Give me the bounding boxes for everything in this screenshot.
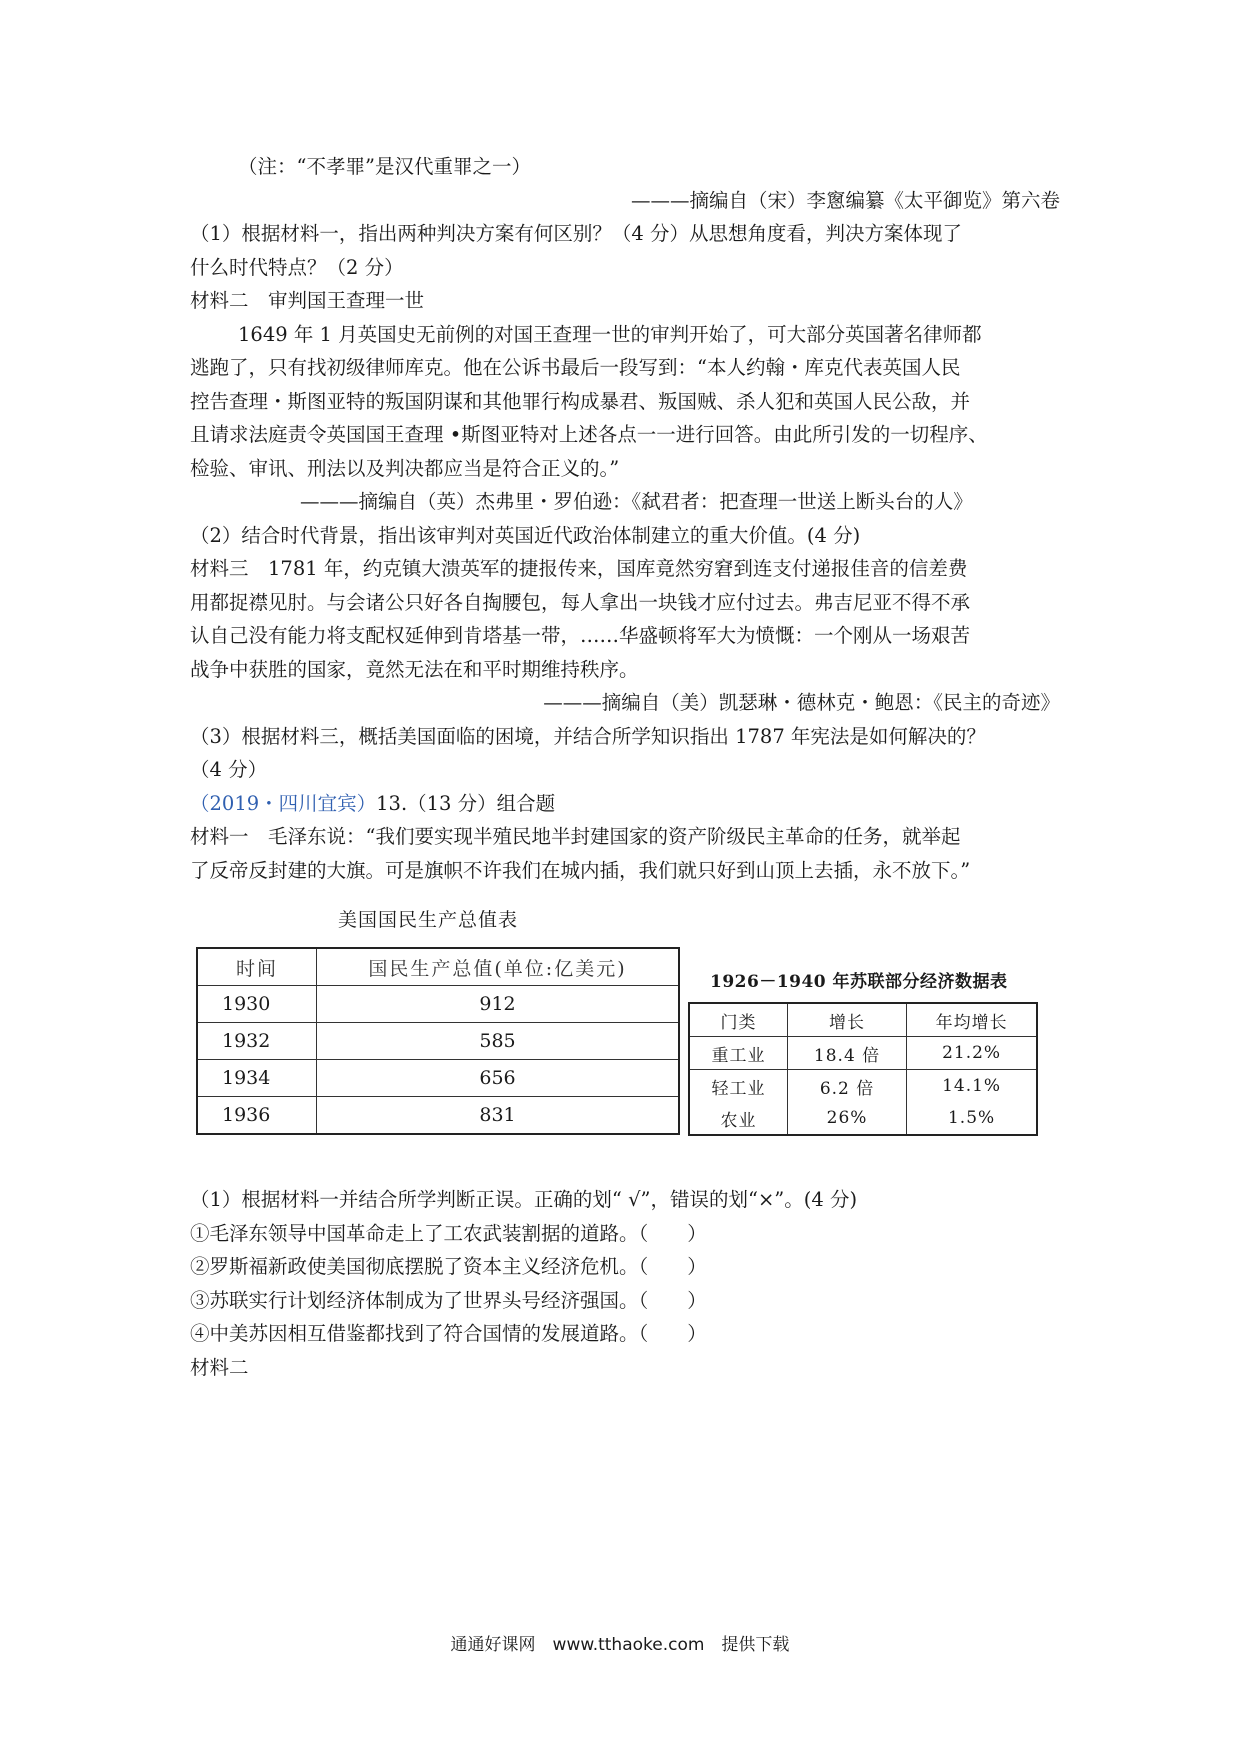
paragraph-line: 认自己没有能力将支配权延伸到肯塔基一带，……华盛顿将军大为愤慨：一个刚从一场艰苦	[190, 624, 971, 647]
question-text: （1）根据材料一并结合所学判断正误。正确的划“ √”，错误的划“×”。(4 分)	[190, 1188, 858, 1211]
document-body	[190, 150, 1060, 1384]
table-row	[197, 1060, 679, 1097]
table-title: 美国国民生产总值表	[338, 909, 519, 931]
paragraph-line: 战争中获胜的国家，竟然无法在和平时期维持秩序。	[190, 657, 639, 681]
table-cell: 农业	[689, 1102, 787, 1135]
page-footer: 通通好课网 www.tthaoke.com 提供下载	[450, 1635, 790, 1655]
note: （注：“不孝罪”是汉代重罪之一）	[238, 155, 531, 178]
citation: ———摘编自（英）杰弗里・罗伯逊：《弑君者：把查理一世送上断头台的人》	[300, 490, 973, 513]
table-row	[197, 1023, 679, 1060]
question-heading	[190, 787, 1060, 821]
table-cell: 重工业	[689, 1037, 787, 1070]
table-cell: 26%	[787, 1102, 906, 1135]
paragraph-line: 控告查理・斯图亚特的叛国阴谋和其他罪行构成暴君、叛国贼、杀人犯和英国人民公敌，并	[190, 389, 971, 413]
table-title: 1926－1940 年苏联部分经济数据表	[710, 972, 1008, 992]
citation: ———摘编自（宋）李窻编纂《太平御览》第六卷	[630, 188, 1060, 212]
table-header: 门类	[689, 1003, 787, 1037]
paragraph-line: 且请求法庭责令英国国王查理 •斯图亚特对上述各点一一进行回答。由此所引发的一切程序、	[190, 423, 988, 446]
table-row	[689, 1070, 1037, 1103]
table-cell: 14.1%	[907, 1070, 1037, 1103]
paragraph-line: 1649 年 1 月英国史无前例的对国王查理一世的审判开始了，可大部分英国著名律师都	[238, 322, 982, 346]
table-row	[197, 986, 679, 1023]
table-cell: 1936	[197, 1097, 317, 1135]
paragraph-line: 了反帝反封建的大旗。可是旗帜不许我们在城内插，我们就只好到山顶上去插，永不放下。”	[190, 858, 971, 882]
table-header: 国民生产总值(单位:亿美元)	[317, 948, 680, 986]
table-header: 时间	[197, 948, 317, 986]
paragraph-line: 材料三 1781 年，约克镇大溃英军的捷报传来，国库竟然穷窘到连支付递报佳音的信差费	[190, 557, 968, 580]
table-row	[197, 1097, 679, 1135]
table-cell: 1934	[197, 1060, 317, 1097]
question-number: 13.（13 分）组合题	[376, 791, 556, 815]
table-cell: 6.2 倍	[787, 1070, 906, 1103]
table-header: 年均增长	[907, 1003, 1037, 1037]
table-cell: 831	[317, 1097, 680, 1135]
question-text: （2）结合时代背景，指出该审判对英国近代政治体制建立的重大价值。(4 分)	[190, 523, 861, 547]
material-title: 材料二	[190, 1355, 249, 1379]
paragraph-line: 用都捉襟见肘。与会诸公只好各自掏腰包，每人拿出一块钱才应付过去。弗吉尼亚不得不承	[190, 590, 971, 614]
table-header: 增长	[787, 1003, 906, 1037]
citation: ———摘编自（美）凯瑟琳・德林克・鲍恩：《民主的奇迹》	[543, 691, 1060, 714]
material-title: 材料二 审判国王查理一世	[190, 289, 425, 312]
table-cell: 轻工业	[689, 1070, 787, 1103]
judge-item: ②罗斯福新政使美国彻底摆脱了资本主义经济危机。（ ）	[190, 1255, 707, 1278]
question-text: （1）根据材料一，指出两种判决方案有何区别？（4 分）从思想角度看，判决方案体现了	[190, 222, 963, 245]
judge-item: ③苏联实行计划经济体制成为了世界头号经济强国。（ ）	[190, 1288, 707, 1312]
table-cell: 1930	[197, 986, 317, 1023]
question-text: 什么时代特点？（2 分）	[190, 255, 404, 279]
table-cell: 656	[317, 1060, 680, 1097]
source-tag: （2019・四川宜宾）	[190, 791, 377, 815]
table-header-row	[689, 1003, 1037, 1037]
table-cell: 585	[317, 1023, 680, 1060]
tables-area	[190, 893, 1060, 1183]
table-cell: 912	[317, 986, 680, 1023]
paragraph-line: 材料一 毛泽东说：“我们要实现半殖民地半封建国家的资产阶级民主革命的任务，就举起	[190, 825, 961, 848]
paragraph-line: 逃跑了，只有找初级律师库克。他在公诉书最后一段写到：“本人约翰・库克代表英国人民	[190, 356, 961, 379]
question-text: （3）根据材料三，概括美国面临的困境，并结合所学知识指出 1787 年宪法是如何解决的？	[190, 724, 986, 748]
judge-item: ④中美苏因相互借鉴都找到了符合国情的发展道路。（ ）	[190, 1322, 707, 1345]
table-cell: 18.4 倍	[787, 1037, 906, 1070]
table-row	[689, 1037, 1037, 1070]
us-gnp-table	[196, 947, 680, 1135]
table-cell: 1932	[197, 1023, 317, 1060]
question-text: （4 分）	[190, 758, 268, 781]
table-cell: 21.2%	[907, 1037, 1037, 1070]
table-cell: 1.5%	[907, 1102, 1037, 1135]
paragraph-line: 检验、审讯、刑法以及判决都应当是符合正义的。”	[190, 456, 620, 480]
table-row	[689, 1102, 1037, 1135]
ussr-economy-table	[688, 1002, 1038, 1136]
judge-item: ①毛泽东领导中国革命走上了工农武装割据的道路。（ ）	[190, 1221, 707, 1245]
table-header-row	[197, 948, 679, 986]
